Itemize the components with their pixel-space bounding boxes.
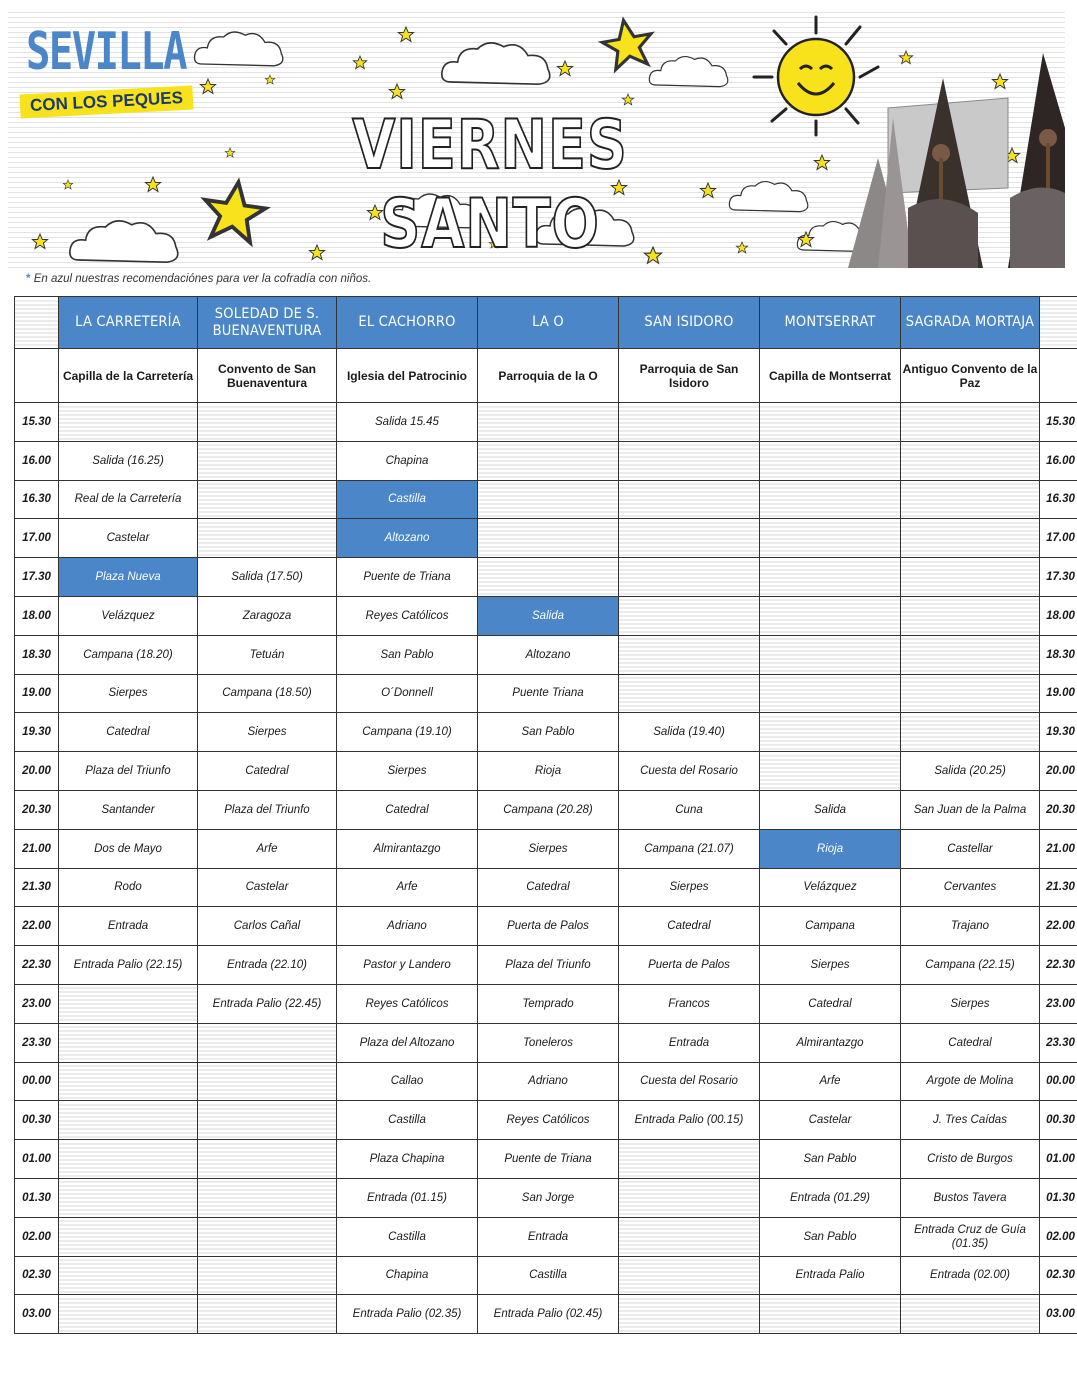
star-icon (899, 51, 912, 64)
empty-cell (59, 1140, 198, 1179)
time-label: 20.30 (15, 790, 59, 829)
table-row (15, 713, 1077, 752)
empty-cell (198, 1140, 337, 1179)
route-stop-cell: Rodo (59, 868, 198, 907)
route-stop-cell: Sierpes (619, 868, 760, 907)
table-row (15, 984, 1077, 1023)
route-stop-cell: San Pablo (337, 635, 478, 674)
cloud-icon (70, 221, 178, 262)
route-stop-cell: Entrada Cruz de Guía (01.35) (901, 1217, 1040, 1256)
route-stop-cell: San Pablo (760, 1217, 901, 1256)
empty-cell (198, 403, 337, 442)
route-stop-cell: San Pablo (478, 713, 619, 752)
recommended-stop-cell: Salida (478, 596, 619, 635)
route-stop-cell: Campana (21.07) (619, 829, 760, 868)
time-label: 01.00 (15, 1140, 59, 1179)
route-stop-cell: Sierpes (478, 829, 619, 868)
time-label: 00.30 (15, 1101, 59, 1140)
time-label: 02.00 (15, 1217, 59, 1256)
star-icon (200, 178, 268, 244)
route-stop-cell: Sierpes (337, 752, 478, 791)
time-label: 23.30 (15, 1023, 59, 1062)
empty-cell (760, 519, 901, 558)
time-label: 01.00 (1040, 1140, 1077, 1179)
brotherhood-place: Parroquia de San Isidoro (619, 349, 760, 403)
empty-cell (760, 635, 901, 674)
brotherhood-place: Iglesia del Patrocinio (337, 349, 478, 403)
schedule-table (14, 296, 1077, 1334)
route-stop-cell: Salida (17.50) (198, 558, 337, 597)
time-label: 16.30 (1040, 480, 1077, 519)
legend-note-text: En azul nuestras recomendaciónes para ver la cofradía con niños. (33, 273, 372, 285)
empty-cell (901, 403, 1040, 442)
route-stop-cell: Castellar (901, 829, 1040, 868)
table-row (15, 1256, 1077, 1295)
route-stop-cell: Bustos Tavera (901, 1178, 1040, 1217)
time-label: 21.00 (1040, 829, 1077, 868)
route-stop-cell: Carlos Cañal (198, 907, 337, 946)
time-label: 18.00 (15, 596, 59, 635)
empty-cell (901, 519, 1040, 558)
star-icon (265, 75, 275, 84)
table-row (15, 674, 1077, 713)
brotherhood-name: LA CARRETERÍA (59, 297, 198, 349)
route-stop-cell: Plaza del Triunfo (59, 752, 198, 791)
empty-cell (59, 1101, 198, 1140)
empty-cell (59, 1217, 198, 1256)
table-row (15, 1101, 1077, 1140)
empty-cell (59, 1023, 198, 1062)
table-row (15, 1023, 1077, 1062)
time-label: 02.30 (15, 1256, 59, 1295)
empty-cell (478, 519, 619, 558)
cloud-icon (195, 32, 283, 66)
brotherhood-place: Convento de San Buenaventura (198, 349, 337, 403)
cloud-icon (442, 43, 550, 84)
time-label: 22.30 (1040, 946, 1077, 985)
empty-cell (619, 596, 760, 635)
empty-cell (198, 441, 337, 480)
empty-cell (760, 1295, 901, 1334)
time-label: 19.00 (15, 674, 59, 713)
route-stop-cell: Puente Triana (478, 674, 619, 713)
empty-cell (619, 403, 760, 442)
route-stop-cell: Puerta de Palos (478, 907, 619, 946)
route-stop-cell: Campana (18.50) (198, 674, 337, 713)
time-label: 22.00 (15, 907, 59, 946)
route-stop-cell: Adriano (478, 1062, 619, 1101)
route-stop-cell: Tetuán (198, 635, 337, 674)
empty-cell (760, 713, 901, 752)
sun-icon (754, 17, 878, 135)
time-label: 17.30 (15, 558, 59, 597)
empty-cell (760, 752, 901, 791)
route-stop-cell: Puente de Triana (478, 1140, 619, 1179)
time-label: 19.00 (1040, 674, 1077, 713)
route-stop-cell: Reyes Católicos (337, 596, 478, 635)
route-stop-cell: Entrada (478, 1217, 619, 1256)
route-stop-cell: Francos (619, 984, 760, 1023)
time-label: 02.30 (1040, 1256, 1077, 1295)
brand-subtitle: CON LOS PEQUES (19, 85, 193, 118)
empty-cell (478, 480, 619, 519)
empty-cell (760, 596, 901, 635)
star-icon (992, 74, 1007, 88)
time-label: 22.00 (1040, 907, 1077, 946)
route-stop-cell: Catedral (619, 907, 760, 946)
route-stop-cell: Puerta de Palos (619, 946, 760, 985)
route-stop-cell: Toneleros (478, 1023, 619, 1062)
route-stop-cell: Puente de Triana (337, 558, 478, 597)
route-stop-cell: Entrada (22.10) (198, 946, 337, 985)
route-stop-cell: Altozano (478, 635, 619, 674)
route-stop-cell: Entrada (59, 907, 198, 946)
table-row (15, 519, 1077, 558)
star-icon (599, 16, 656, 71)
route-stop-cell: San Pablo (760, 1140, 901, 1179)
header-corner (15, 297, 59, 349)
route-stop-cell: Cuesta del Rosario (619, 752, 760, 791)
empty-cell (619, 519, 760, 558)
route-stop-cell: Santander (59, 790, 198, 829)
table-row (15, 596, 1077, 635)
route-stop-cell: San Juan de la Palma (901, 790, 1040, 829)
empty-cell (59, 403, 198, 442)
brotherhood-name: SAGRADA MORTAJA (901, 297, 1040, 349)
empty-cell (619, 1217, 760, 1256)
table-row (15, 1178, 1077, 1217)
route-stop-cell: Almirantazgo (760, 1023, 901, 1062)
route-stop-cell: Salida (19.40) (619, 713, 760, 752)
time-label: 20.00 (1040, 752, 1077, 791)
route-stop-cell: Pastor y Landero (337, 946, 478, 985)
time-label: 21.00 (15, 829, 59, 868)
route-stop-cell: Zaragoza (198, 596, 337, 635)
route-stop-cell: Plaza del Altozano (337, 1023, 478, 1062)
time-label: 18.00 (1040, 596, 1077, 635)
route-stop-cell: Entrada Palio (22.45) (198, 984, 337, 1023)
route-stop-cell: Entrada Palio (02.45) (478, 1295, 619, 1334)
empty-cell (901, 674, 1040, 713)
route-stop-cell: Dos de Mayo (59, 829, 198, 868)
empty-cell (59, 1062, 198, 1101)
empty-cell (198, 1062, 337, 1101)
table-row (15, 1217, 1077, 1256)
time-label: 03.00 (1040, 1295, 1077, 1334)
route-stop-cell: Plaza del Triunfo (198, 790, 337, 829)
route-stop-cell: Salida (20.25) (901, 752, 1040, 791)
time-label: 00.00 (1040, 1062, 1077, 1101)
time-label: 22.30 (15, 946, 59, 985)
route-stop-cell: J. Tres Caídas (901, 1101, 1040, 1140)
route-stop-cell: Cristo de Burgos (901, 1140, 1040, 1179)
table-row (15, 558, 1077, 597)
route-stop-cell: Velázquez (59, 596, 198, 635)
route-stop-cell: Trajano (901, 907, 1040, 946)
empty-cell (619, 1256, 760, 1295)
table-row (15, 403, 1077, 442)
star-icon (389, 84, 404, 98)
empty-cell (198, 1023, 337, 1062)
route-stop-cell: Campana (18.20) (59, 635, 198, 674)
route-stop-cell: Cervantes (901, 868, 1040, 907)
time-label: 15.30 (1040, 403, 1077, 442)
route-stop-cell: Entrada (619, 1023, 760, 1062)
empty-cell (619, 635, 760, 674)
time-label: 19.30 (15, 713, 59, 752)
empty-cell (59, 984, 198, 1023)
empty-cell (619, 441, 760, 480)
star-icon (814, 155, 829, 169)
time-label: 01.30 (1040, 1178, 1077, 1217)
route-stop-cell: Campana (22.15) (901, 946, 1040, 985)
star-icon (353, 56, 366, 69)
brotherhood-name: EL CACHORRO (337, 297, 478, 349)
day-title: VIERNES SANTO (352, 106, 628, 264)
time-label: 20.30 (1040, 790, 1077, 829)
time-label: 23.00 (1040, 984, 1077, 1023)
empty-cell (478, 441, 619, 480)
route-stop-cell: Sierpes (59, 674, 198, 713)
time-label: 00.30 (1040, 1101, 1077, 1140)
route-stop-cell: Entrada Palio (22.15) (59, 946, 198, 985)
empty-cell (478, 558, 619, 597)
route-stop-cell: Chapina (337, 441, 478, 480)
star-icon (398, 27, 413, 41)
empty-cell (619, 674, 760, 713)
empty-cell (760, 558, 901, 597)
route-stop-cell: Arfe (760, 1062, 901, 1101)
route-stop-cell: Entrada (02.00) (901, 1256, 1040, 1295)
star-icon (63, 180, 73, 189)
route-stop-cell: Reyes Católicos (478, 1101, 619, 1140)
recommended-stop-cell: Rioja (760, 829, 901, 868)
time-label: 16.30 (15, 480, 59, 519)
brotherhood-name-row (15, 297, 1077, 349)
empty-cell (901, 635, 1040, 674)
empty-cell (760, 480, 901, 519)
empty-cell (619, 558, 760, 597)
star-icon (736, 242, 747, 253)
route-stop-cell: Sierpes (901, 984, 1040, 1023)
time-label: 17.30 (1040, 558, 1077, 597)
route-stop-cell: Plaza Chapina (337, 1140, 478, 1179)
empty-cell (901, 1295, 1040, 1334)
route-stop-cell: Arfe (198, 829, 337, 868)
procession-illustration (848, 53, 1065, 268)
empty-cell (619, 1295, 760, 1334)
time-label: 18.30 (15, 635, 59, 674)
star-icon (32, 234, 47, 248)
route-stop-cell: Catedral (478, 868, 619, 907)
time-label: 15.30 (15, 403, 59, 442)
table-row (15, 790, 1077, 829)
legend-note (26, 273, 371, 285)
time-label: 23.30 (1040, 1023, 1077, 1062)
time-label: 20.00 (15, 752, 59, 791)
route-stop-cell: Sierpes (760, 946, 901, 985)
route-stop-cell: Campana (20.28) (478, 790, 619, 829)
empty-cell (198, 1256, 337, 1295)
route-stop-cell: Entrada (01.15) (337, 1178, 478, 1217)
star-icon (225, 148, 235, 157)
recommended-stop-cell: Plaza Nueva (59, 558, 198, 597)
time-label: 17.00 (15, 519, 59, 558)
brotherhood-place: Parroquia de la O (478, 349, 619, 403)
route-stop-cell: Almirantazgo (337, 829, 478, 868)
route-stop-cell: Catedral (59, 713, 198, 752)
time-label: 17.00 (1040, 519, 1077, 558)
route-stop-cell: Cuna (619, 790, 760, 829)
empty-cell (901, 558, 1040, 597)
time-label: 16.00 (15, 441, 59, 480)
header-corner (1040, 297, 1077, 349)
empty-cell (198, 1101, 337, 1140)
route-stop-cell: Plaza del Triunfo (478, 946, 619, 985)
route-stop-cell: Salida (760, 790, 901, 829)
table-row (15, 1295, 1077, 1334)
route-stop-cell: San Jorge (478, 1178, 619, 1217)
route-stop-cell: Castelar (198, 868, 337, 907)
table-row (15, 868, 1077, 907)
route-stop-cell: Arfe (337, 868, 478, 907)
empty-cell (198, 480, 337, 519)
time-label: 16.00 (1040, 441, 1077, 480)
route-stop-cell: Catedral (198, 752, 337, 791)
star-icon (200, 79, 215, 93)
route-stop-cell: Entrada Palio (02.35) (337, 1295, 478, 1334)
route-stop-cell: Catedral (760, 984, 901, 1023)
empty-cell (198, 1178, 337, 1217)
empty-cell (901, 713, 1040, 752)
empty-cell (59, 1295, 198, 1334)
empty-cell (760, 674, 901, 713)
route-stop-cell: Campana (19.10) (337, 713, 478, 752)
star-icon (145, 177, 160, 191)
empty-cell (198, 1295, 337, 1334)
route-stop-cell: O´Donnell (337, 674, 478, 713)
header-corner (1040, 349, 1077, 403)
cloud-icon (729, 182, 808, 212)
empty-cell (198, 519, 337, 558)
route-stop-cell: Entrada Palio (760, 1256, 901, 1295)
table-row (15, 946, 1077, 985)
brotherhood-name: MONTSERRAT (760, 297, 901, 349)
route-stop-cell: Catedral (901, 1023, 1040, 1062)
route-stop-cell: Salida (16.25) (59, 441, 198, 480)
time-label: 01.30 (15, 1178, 59, 1217)
route-stop-cell: Chapina (337, 1256, 478, 1295)
table-row (15, 1062, 1077, 1101)
time-label: 21.30 (15, 868, 59, 907)
empty-cell (619, 480, 760, 519)
route-stop-cell: Reyes Católicos (337, 984, 478, 1023)
time-label: 00.00 (15, 1062, 59, 1101)
recommended-stop-cell: Castilla (337, 480, 478, 519)
route-stop-cell: Entrada Palio (00.15) (619, 1101, 760, 1140)
route-stop-cell: Campana (760, 907, 901, 946)
empty-cell (59, 1178, 198, 1217)
route-stop-cell: Entrada (01.29) (760, 1178, 901, 1217)
brand-title: SEVILLA (26, 22, 187, 82)
table-row (15, 752, 1077, 791)
empty-cell (478, 403, 619, 442)
star-icon (700, 183, 715, 197)
star-icon (622, 94, 633, 105)
empty-cell (619, 1140, 760, 1179)
route-stop-cell: Adriano (337, 907, 478, 946)
brotherhood-name: LA O (478, 297, 619, 349)
route-stop-cell: Castelar (59, 519, 198, 558)
time-label: 03.00 (15, 1295, 59, 1334)
route-stop-cell: Castilla (478, 1256, 619, 1295)
table-row (15, 480, 1077, 519)
recommended-stop-cell: Altozano (337, 519, 478, 558)
route-stop-cell: Callao (337, 1062, 478, 1101)
empty-cell (760, 403, 901, 442)
time-label: 18.30 (1040, 635, 1077, 674)
empty-cell (59, 1256, 198, 1295)
route-stop-cell: Rioja (478, 752, 619, 791)
route-stop-cell: Temprado (478, 984, 619, 1023)
table-row (15, 829, 1077, 868)
brotherhood-name: SOLEDAD DE S. BUENAVENTURA (198, 297, 337, 349)
route-stop-cell: Castilla (337, 1217, 478, 1256)
route-stop-cell: Castilla (337, 1101, 478, 1140)
route-stop-cell: Real de la Carretería (59, 480, 198, 519)
route-stop-cell: Castelar (760, 1101, 901, 1140)
star-icon (557, 61, 572, 75)
asterisk: * (26, 273, 31, 285)
empty-cell (198, 1217, 337, 1256)
time-label: 23.00 (15, 984, 59, 1023)
time-label: 21.30 (1040, 868, 1077, 907)
empty-cell (901, 441, 1040, 480)
route-stop-cell: Catedral (337, 790, 478, 829)
route-stop-cell: Sierpes (198, 713, 337, 752)
table-row (15, 1140, 1077, 1179)
brotherhood-place-row (15, 349, 1077, 403)
brotherhood-place: Capilla de Montserrat (760, 349, 901, 403)
route-stop-cell: Cuesta del Rosario (619, 1062, 760, 1101)
table-row (15, 635, 1077, 674)
brotherhood-name: SAN ISIDORO (619, 297, 760, 349)
route-stop-cell: Salida 15.45 (337, 403, 478, 442)
table-row (15, 907, 1077, 946)
header-banner (8, 8, 1065, 270)
brotherhood-place: Capilla de la Carretería (59, 349, 198, 403)
header-corner (15, 349, 59, 403)
route-stop-cell: Argote de Molina (901, 1062, 1040, 1101)
route-stop-cell: Velázquez (760, 868, 901, 907)
empty-cell (619, 1178, 760, 1217)
time-label: 02.00 (1040, 1217, 1077, 1256)
empty-cell (901, 480, 1040, 519)
empty-cell (901, 596, 1040, 635)
empty-cell (760, 441, 901, 480)
brotherhood-place: Antiguo Convento de la Paz (901, 349, 1040, 403)
cloud-icon (649, 57, 728, 87)
table-row (15, 441, 1077, 480)
time-label: 19.30 (1040, 713, 1077, 752)
